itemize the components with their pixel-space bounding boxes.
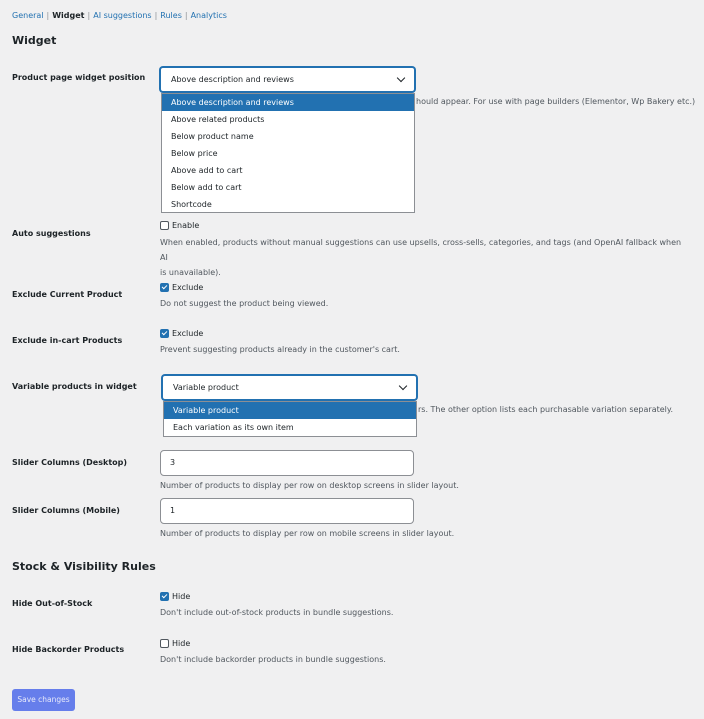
- auto-suggestions-option[interactable]: [160, 221, 199, 230]
- variable-products-selected-value: Variable product: [173, 383, 239, 392]
- auto-suggestions-description: [160, 235, 690, 280]
- widget-position-description: hould appear. For use with page builders (Elementor, Wp Bakery etc.): [416, 97, 696, 106]
- exclude-current-label: Exclude Current Product: [12, 290, 123, 299]
- hide-oos-checkbox[interactable]: [160, 592, 169, 601]
- variable-products-dropdown: [163, 401, 417, 437]
- tab-widget[interactable]: Widget: [52, 11, 85, 20]
- chevron-down-icon: [397, 74, 405, 82]
- tab-separator: |: [154, 11, 158, 20]
- variable-products-label: Variable products in widget: [12, 382, 137, 391]
- slider-mobile-description: Number of products to display per row on mobile screens in slider layout.: [160, 529, 455, 538]
- tab-separator: |: [184, 11, 188, 20]
- auto-suggestions-checkbox[interactable]: [160, 221, 169, 230]
- widget-position-select[interactable]: [160, 67, 415, 92]
- tab-ai-suggestions[interactable]: AI suggestions: [93, 11, 152, 20]
- exclude-cart-checkbox[interactable]: [160, 329, 169, 338]
- hide-oos-checkbox-label: Hide: [172, 592, 191, 601]
- hide-backorder-description: Don't include backorder products in bundle suggestions.: [160, 655, 386, 664]
- auto-suggestions-desc-line: When enabled, products without manual suggestions can use upsells, cross-sells, categories, and tags (and OpenAI fallback when AI: [160, 238, 682, 262]
- tab-analytics[interactable]: Analytics: [190, 11, 227, 20]
- slider-desktop-input[interactable]: 3: [160, 450, 414, 476]
- dropdown-option[interactable]: Shortcode: [171, 200, 212, 209]
- tab-rules[interactable]: Rules: [160, 11, 182, 20]
- hide-oos-label: Hide Out-of-Stock: [12, 599, 93, 608]
- variable-products-description: rs. The other option lists each purchasable variation separately.: [418, 405, 674, 414]
- auto-suggestions-desc-line: is unavailable).: [160, 268, 221, 277]
- exclude-current-description: Do not suggest the product being viewed.: [160, 299, 329, 308]
- slider-desktop-description: Number of products to display per row on desktop screens in slider layout.: [160, 481, 459, 490]
- tab-general[interactable]: General: [12, 11, 44, 20]
- widget-position-label: Product page widget position: [12, 73, 146, 82]
- hide-backorder-checkbox-label: Hide: [172, 639, 191, 648]
- dropdown-option[interactable]: Each variation as its own item: [173, 423, 294, 432]
- slider-mobile-label: Slider Columns (Mobile): [12, 506, 120, 515]
- exclude-cart-description: Prevent suggesting products already in the customer's cart.: [160, 345, 400, 354]
- section-title-widget: Widget: [12, 34, 57, 47]
- exclude-current-checkbox[interactable]: [160, 283, 169, 292]
- auto-suggestions-checkbox-label: Enable: [172, 221, 200, 230]
- section-title-stock: Stock & Visibility Rules: [12, 560, 156, 573]
- widget-position-dropdown: [161, 93, 415, 213]
- tab-separator: |: [46, 11, 50, 20]
- exclude-cart-option[interactable]: [160, 329, 203, 338]
- dropdown-option[interactable]: Above description and reviews: [162, 94, 414, 111]
- exclude-cart-checkbox-label: Exclude: [172, 329, 204, 338]
- widget-position-selected-value: Above description and reviews: [171, 75, 294, 84]
- hide-oos-option[interactable]: [160, 592, 190, 601]
- dropdown-option[interactable]: Above add to cart: [171, 166, 243, 175]
- dropdown-option[interactable]: Variable product: [164, 402, 416, 419]
- hide-backorder-option[interactable]: [160, 639, 190, 648]
- dropdown-option[interactable]: Below product name: [171, 132, 254, 141]
- exclude-current-checkbox-label: Exclude: [172, 283, 204, 292]
- exclude-current-option[interactable]: [160, 283, 203, 292]
- hide-backorder-label: Hide Backorder Products: [12, 645, 125, 654]
- settings-tabs: [12, 11, 227, 20]
- variable-products-select[interactable]: [162, 375, 417, 400]
- dropdown-option[interactable]: Below price: [171, 149, 218, 158]
- save-changes-button[interactable]: Save changes: [12, 689, 75, 711]
- slider-mobile-input[interactable]: 1: [160, 498, 414, 524]
- hide-oos-description: Don't include out-of-stock products in bundle suggestions.: [160, 608, 394, 617]
- tab-separator: |: [87, 11, 91, 20]
- auto-suggestions-label: Auto suggestions: [12, 229, 91, 238]
- slider-desktop-label: Slider Columns (Desktop): [12, 458, 128, 467]
- exclude-cart-label: Exclude in-cart Products: [12, 336, 123, 345]
- dropdown-option[interactable]: Below add to cart: [171, 183, 242, 192]
- dropdown-option[interactable]: Above related products: [171, 115, 265, 124]
- chevron-down-icon: [399, 382, 407, 390]
- hide-backorder-checkbox[interactable]: [160, 639, 169, 648]
